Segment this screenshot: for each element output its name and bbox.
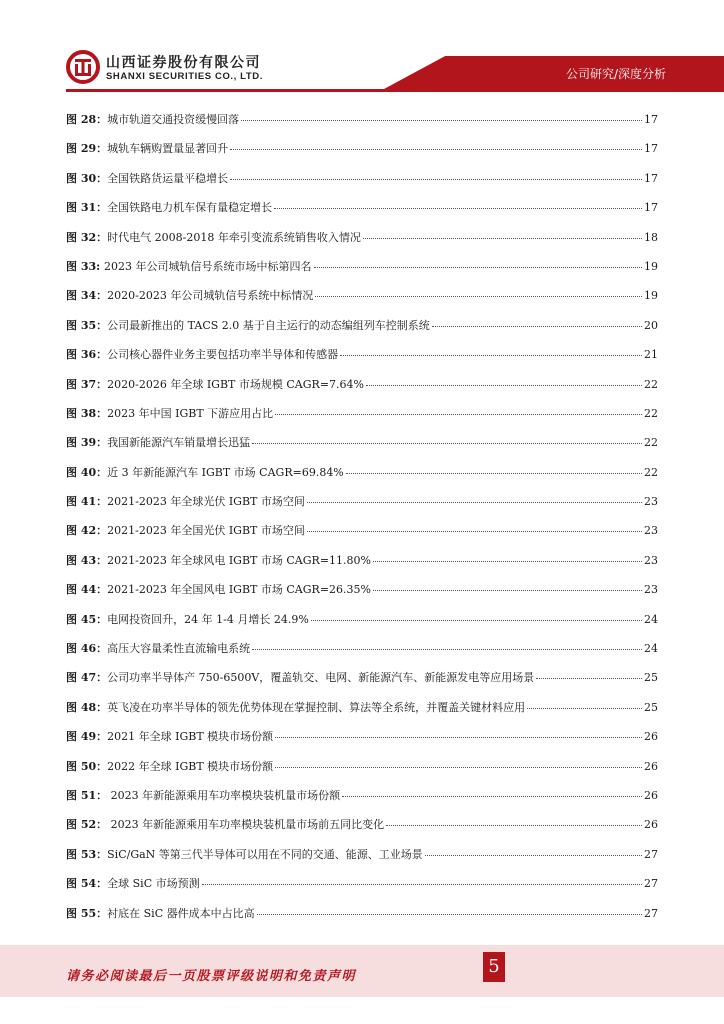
dot-leader xyxy=(363,238,642,239)
toc-entry-label xyxy=(66,701,525,715)
dot-leader xyxy=(275,414,642,415)
toc-page-number: 23 xyxy=(644,524,658,538)
toc-page-number: 22 xyxy=(644,406,658,420)
figure-number: 图 49： xyxy=(66,730,108,744)
figure-title: 时代电气 2008-2018 年牵引变流系统销售收入情况 xyxy=(107,230,361,244)
toc-entry-label xyxy=(66,407,273,421)
toc-entry[interactable] xyxy=(66,231,658,260)
toc-page-number: 23 xyxy=(644,495,658,509)
toc-page-number: 18 xyxy=(644,230,658,244)
toc-page-number: 25 xyxy=(644,671,658,685)
toc-entry[interactable] xyxy=(66,378,658,407)
figure-number: 图 51： xyxy=(66,788,108,802)
dot-leader xyxy=(432,326,642,327)
toc-page-number: 27 xyxy=(644,877,658,891)
figure-number: 图 32： xyxy=(66,230,108,244)
dot-leader xyxy=(373,561,642,562)
figure-number: 图 43： xyxy=(66,553,108,567)
figure-number: 图 40： xyxy=(66,465,108,479)
toc-entry[interactable] xyxy=(66,495,658,524)
dot-leader xyxy=(386,825,642,826)
toc-entry[interactable] xyxy=(66,289,658,318)
figure-number: 图 47： xyxy=(66,671,108,685)
toc-entry-label xyxy=(66,113,239,127)
figure-number: 图 38： xyxy=(66,406,108,420)
dot-leader xyxy=(307,531,642,532)
toc-page-number: 20 xyxy=(644,318,658,332)
dot-leader xyxy=(340,355,642,356)
toc-page-number: 26 xyxy=(644,788,658,802)
figure-number: 图 39： xyxy=(66,436,108,450)
dot-leader xyxy=(275,767,642,768)
figure-number: 图 44： xyxy=(66,583,108,597)
toc-entry-label xyxy=(66,260,312,274)
toc-entry[interactable] xyxy=(66,848,658,877)
dot-leader xyxy=(373,590,642,591)
figure-title: 电网投资回升，24 年 1-4 月增长 24.9% xyxy=(107,612,309,626)
toc-page-number: 22 xyxy=(644,377,658,391)
figure-title: 2020-2023 年公司城轨信号系统中标情况 xyxy=(107,289,314,303)
toc-entry-label xyxy=(66,289,313,303)
figure-title: 全国铁路货运量平稳增长 xyxy=(107,171,229,185)
section-tag: 公司研究/深度分析 xyxy=(565,67,666,81)
figure-title: 2022 年全球 IGBT 模块市场份额 xyxy=(107,759,274,773)
toc-entry[interactable] xyxy=(66,818,658,847)
toc-entry[interactable] xyxy=(66,260,658,289)
toc-page-number: 22 xyxy=(644,465,658,479)
toc-entry-label xyxy=(66,583,371,597)
toc-entry[interactable] xyxy=(66,642,658,671)
dot-leader xyxy=(274,208,642,209)
figure-title: 2023 年中国 IGBT 下游应用占比 xyxy=(107,406,274,420)
disclaimer-text: 请务必阅读最后一页股票评级说明和免责声明 xyxy=(66,969,357,984)
toc-entry[interactable] xyxy=(66,701,658,730)
toc-entry-label xyxy=(66,789,340,803)
toc-entry-label xyxy=(66,348,338,362)
figure-number: 图 41： xyxy=(66,495,108,509)
header-divider xyxy=(66,89,724,92)
dot-leader xyxy=(425,855,642,856)
toc-entry[interactable] xyxy=(66,671,658,700)
toc-entry[interactable] xyxy=(66,407,658,436)
dot-leader xyxy=(315,296,642,297)
toc-entry-label xyxy=(66,524,305,538)
figure-number: 图 30： xyxy=(66,171,108,185)
dot-leader xyxy=(314,267,642,268)
toc-entry[interactable] xyxy=(66,172,658,201)
toc-page-number: 23 xyxy=(644,583,658,597)
toc-entry-label xyxy=(66,848,423,862)
toc-entry[interactable] xyxy=(66,730,658,759)
dot-leader xyxy=(366,385,642,386)
toc-entry-label xyxy=(66,142,228,156)
toc-entry[interactable] xyxy=(66,583,658,612)
toc-entry[interactable] xyxy=(66,466,658,495)
toc-entry-label xyxy=(66,642,250,656)
toc-entry-label xyxy=(66,231,361,245)
figure-number: 图 52： xyxy=(66,818,108,832)
figure-title: 全球 SiC 市场预测 xyxy=(107,877,200,891)
header-band xyxy=(384,56,724,89)
toc-page-number: 17 xyxy=(644,201,658,215)
brand-name-en: SHANXI SECURITIES CO., LTD. xyxy=(106,71,263,82)
toc-page-number: 19 xyxy=(644,259,658,273)
toc-entry[interactable] xyxy=(66,113,658,142)
toc-page-number: 26 xyxy=(644,818,658,832)
dot-leader xyxy=(527,708,642,709)
figure-title: 近 3 年新能源汽车 IGBT 市场 CAGR=69.84% xyxy=(107,465,344,479)
brand-name-cn: 山西证券股份有限公司 xyxy=(106,55,261,71)
toc-page-number: 25 xyxy=(644,700,658,714)
figure-title: 衬底在 SiC 器件成本中占比高 xyxy=(107,906,255,920)
page-footer xyxy=(0,945,724,997)
toc-page-number: 21 xyxy=(644,348,658,362)
toc-page-number: 17 xyxy=(644,113,658,126)
toc-page-number: 26 xyxy=(644,759,658,773)
toc-entry[interactable] xyxy=(66,348,658,377)
figure-number: 图 29： xyxy=(66,142,108,156)
toc-entry[interactable] xyxy=(66,907,658,936)
toc-entry-label xyxy=(66,613,309,627)
toc-page-number: 17 xyxy=(644,171,658,185)
figure-list xyxy=(66,113,658,936)
toc-entry[interactable] xyxy=(66,319,658,348)
toc-page-number: 26 xyxy=(644,730,658,744)
toc-page-number: 24 xyxy=(644,612,658,626)
figure-title: 公司功率半导体产 750-6500V，覆盖轨交、电网、新能源汽车、新能源发电等应用场景 xyxy=(107,671,535,685)
toc-entry-label xyxy=(66,554,371,568)
toc-entry[interactable] xyxy=(66,436,658,465)
toc-entry-label xyxy=(66,466,344,480)
toc-entry-label xyxy=(66,495,305,509)
figure-number: 图 48： xyxy=(66,700,108,714)
shanxi-securities-logo-icon xyxy=(66,50,100,84)
figure-title: SiC/GaN 等第三代半导体可以用在不同的交通、能源、工业场景 xyxy=(107,847,423,861)
dot-leader xyxy=(307,502,642,503)
figure-title: 2020-2026 年全球 IGBT 市场规模 CAGR=7.64% xyxy=(107,377,364,391)
figure-title: 公司最新推出的 TACS 2.0 基于自主运行的动态编组列车控制系统 xyxy=(107,318,430,332)
figure-number: 图 46： xyxy=(66,642,108,656)
toc-entry[interactable] xyxy=(66,201,658,230)
figure-title: 2023 年新能源乘用车功率模块装机量市场份额 xyxy=(107,788,341,802)
figure-number: 图 53： xyxy=(66,847,108,861)
dot-leader xyxy=(311,620,642,621)
figure-title: 2021-2023 年全国风电 IGBT 市场 CAGR=26.35% xyxy=(107,583,371,597)
page-number: 5 xyxy=(483,952,505,982)
toc-entry-label xyxy=(66,172,228,186)
figure-number: 图 45： xyxy=(66,612,108,626)
figure-title: 2021-2023 年全球风电 IGBT 市场 CAGR=11.80% xyxy=(107,553,371,567)
figure-title: 2023 年新能源乘用车功率模块装机量市场前五同比变化 xyxy=(107,818,385,832)
toc-page-number: 17 xyxy=(644,142,658,156)
page-header xyxy=(0,0,724,100)
figure-title: 我国新能源汽车销量增长迅猛 xyxy=(107,436,251,450)
figure-title: 公司核心器件业务主要包括功率半导体和传感器 xyxy=(107,348,339,362)
toc-page-number: 19 xyxy=(644,289,658,303)
toc-page-number: 27 xyxy=(644,847,658,861)
figure-title: 全国铁路电力机车保有量稳定增长 xyxy=(107,201,273,215)
dot-leader xyxy=(241,120,642,121)
dot-leader xyxy=(230,179,642,180)
toc-entry-label xyxy=(66,436,250,450)
toc-entry-label xyxy=(66,760,273,774)
dot-leader xyxy=(536,678,642,679)
toc-entry[interactable] xyxy=(66,554,658,583)
figure-number: 图 36： xyxy=(66,348,108,362)
toc-entry[interactable] xyxy=(66,877,658,906)
toc-entry[interactable] xyxy=(66,613,658,642)
dot-leader xyxy=(346,473,642,474)
figure-number: 图 31： xyxy=(66,201,108,215)
toc-entry[interactable] xyxy=(66,760,658,789)
dot-leader xyxy=(275,737,642,738)
figure-number: 图 55： xyxy=(66,906,108,920)
dot-leader xyxy=(252,649,642,650)
dot-leader xyxy=(202,884,642,885)
dot-leader xyxy=(342,796,642,797)
toc-page-number: 23 xyxy=(644,553,658,567)
toc-page-number: 22 xyxy=(644,436,658,450)
figure-title: 2021 年全球 IGBT 模块市场份额 xyxy=(107,730,274,744)
toc-page-number: 27 xyxy=(644,906,658,920)
toc-entry-label xyxy=(66,319,430,333)
dot-leader xyxy=(252,443,642,444)
figure-title: 城市轨道交通投资缓慢回落 xyxy=(107,113,240,126)
figure-title: 2023 年公司城轨信号系统市场中标第四名 xyxy=(104,259,312,273)
figure-number: 图 28： xyxy=(66,113,108,126)
toc-page-number: 24 xyxy=(644,642,658,656)
toc-entry-label xyxy=(66,730,273,744)
figure-number: 图 54： xyxy=(66,877,108,891)
figure-number: 图 35： xyxy=(66,318,108,332)
toc-entry-label xyxy=(66,877,200,891)
dot-leader xyxy=(257,914,642,915)
toc-entry-label xyxy=(66,378,364,392)
toc-entry-label xyxy=(66,671,534,685)
figure-title: 2021-2023 年全球光伏 IGBT 市场空间 xyxy=(107,495,305,509)
figure-title: 高压大容量柔性直流输电系统 xyxy=(107,642,251,656)
figure-title: 城轨车辆购置量显著回升 xyxy=(107,142,229,156)
figure-number: 图 33: xyxy=(66,259,105,273)
toc-entry-label xyxy=(66,907,255,921)
figure-number: 图 37： xyxy=(66,377,108,391)
figure-title: 英飞凌在功率半导体的领先优势体现在掌握控制、算法等全系统，并覆盖关键材料应用 xyxy=(107,700,526,714)
figure-number: 图 42： xyxy=(66,524,108,538)
figure-number: 图 50： xyxy=(66,759,108,773)
toc-entry[interactable] xyxy=(66,789,658,818)
figure-number: 图 34： xyxy=(66,289,108,303)
toc-entry-label xyxy=(66,201,272,215)
figure-title: 2021-2023 年全国光伏 IGBT 市场空间 xyxy=(107,524,305,538)
toc-entry[interactable] xyxy=(66,524,658,553)
toc-entry-label xyxy=(66,818,384,832)
toc-entry[interactable] xyxy=(66,142,658,171)
dot-leader xyxy=(230,149,642,150)
